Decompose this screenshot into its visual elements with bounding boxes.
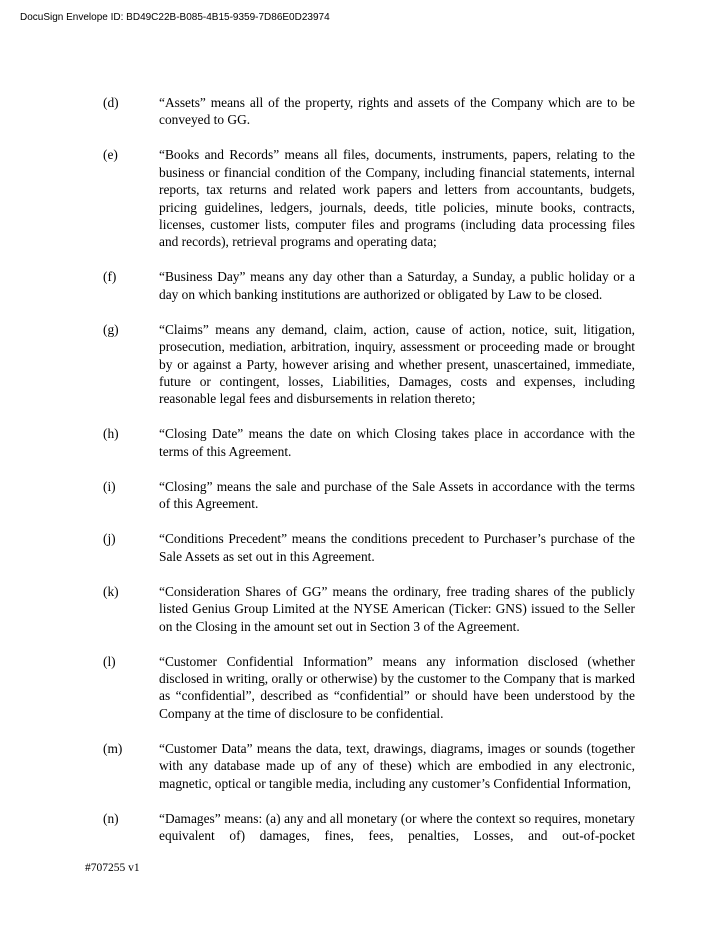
definition-label: (e) [103,147,118,163]
definition-assets [103,94,635,129]
definition-label: (l) [103,653,116,669]
definition-closing-date [103,425,635,460]
document-reference: #707255 v1 [85,862,140,874]
definition-label: (j) [103,531,116,547]
definition-claims [103,321,635,408]
definition-text: “Assets” means all of the property, rights and assets of the Company which are to be conveyed to GG. [159,95,635,128]
definition-damages [103,810,635,845]
definition-closing [103,478,635,513]
definition-label: (f) [103,269,117,285]
definition-text: “Conditions Precedent” means the conditions precedent to Purchaser’s purchase of the Sale Assets as set out in this Agreement. [159,531,635,564]
definition-label: (d) [103,95,119,110]
definition-label: (i) [103,478,116,494]
definition-consideration-shares [103,583,635,635]
definition-text: “Business Day” means any day other than a Saturday, a Sunday, a public holiday or a day on which banking institutions are authorized or obligated by Law to be closed. [159,269,635,302]
definition-label: (g) [103,321,119,337]
definition-text: “Consideration Shares of GG” means the ordinary, free trading shares of the publicly listed Genius Group Limited at the NYSE American (Ticker: GNS) issued to the Seller on the Closing in the amount set out in Section 3 of the Agreement. [159,583,635,634]
definition-label: (h) [103,426,119,442]
definition-text: “Customer Data” means the data, text, drawings, diagrams, images or sounds (together with any database made up of any of these) which are embodied in any electronic, magnetic, optical or tangible media, including any customer’s Confidential Information, [159,740,635,791]
definition-label: (k) [103,583,119,599]
definition-customer-data [103,740,635,792]
definition-text: “Damages” means: (a) any and all monetary (or where the context so requires, monetary equivalent of) damages, fines, fees, penalties, Losses, and out-of-pocket [159,810,635,843]
definition-label: (n) [103,810,119,826]
definition-business-day [103,268,635,303]
definitions-list [103,94,635,862]
docusign-envelope-id: DocuSign Envelope ID: BD49C22B-B085-4B15-9359-7D86E0D23974 [20,12,330,23]
definition-text: “Closing” means the sale and purchase of the Sale Assets in accordance with the terms of this Agreement. [159,478,635,512]
definition-books-and-records [103,146,635,250]
definition-text: “Closing Date” means the date on which Closing takes place in accordance with the terms of this Agreement. [159,426,635,459]
definition-label: (m) [103,740,123,756]
definition-conditions-precedent [103,530,635,565]
definition-text: “Books and Records” means all files, documents, instruments, papers, relating to the business or financial condition of the Company, including financial statements, internal reports, tax returns and related work papers and letters from accountants, budgets, pricing guidelines, ledgers, journals, deeds, title policies, minute books, contracts, licenses, customer lists, computer files and programs (including data processing files and records), retrieval programs and operating data; [159,147,635,250]
definition-text: “Claims” means any demand, claim, action, cause of action, notice, suit, litigation, prosecution, mediation, arbitration, inquiry, assessment or proceeding made or brought by or against a Party, however arising and whether present, unascertained, immediate, future or contingent, losses, Liabilities, Damages, costs and expenses, including reasonable legal fees and disbursements in relation thereto; [159,321,635,407]
definition-text: “Customer Confidential Information” means any information disclosed (whether disclosed in writing, orally or otherwise) by the customer to the Company that is marked as “confidential”, described as “confidential” or should have been understood by the Company at the time of disclosure to be confidential. [159,653,635,721]
definition-customer-confidential-information [103,653,635,723]
